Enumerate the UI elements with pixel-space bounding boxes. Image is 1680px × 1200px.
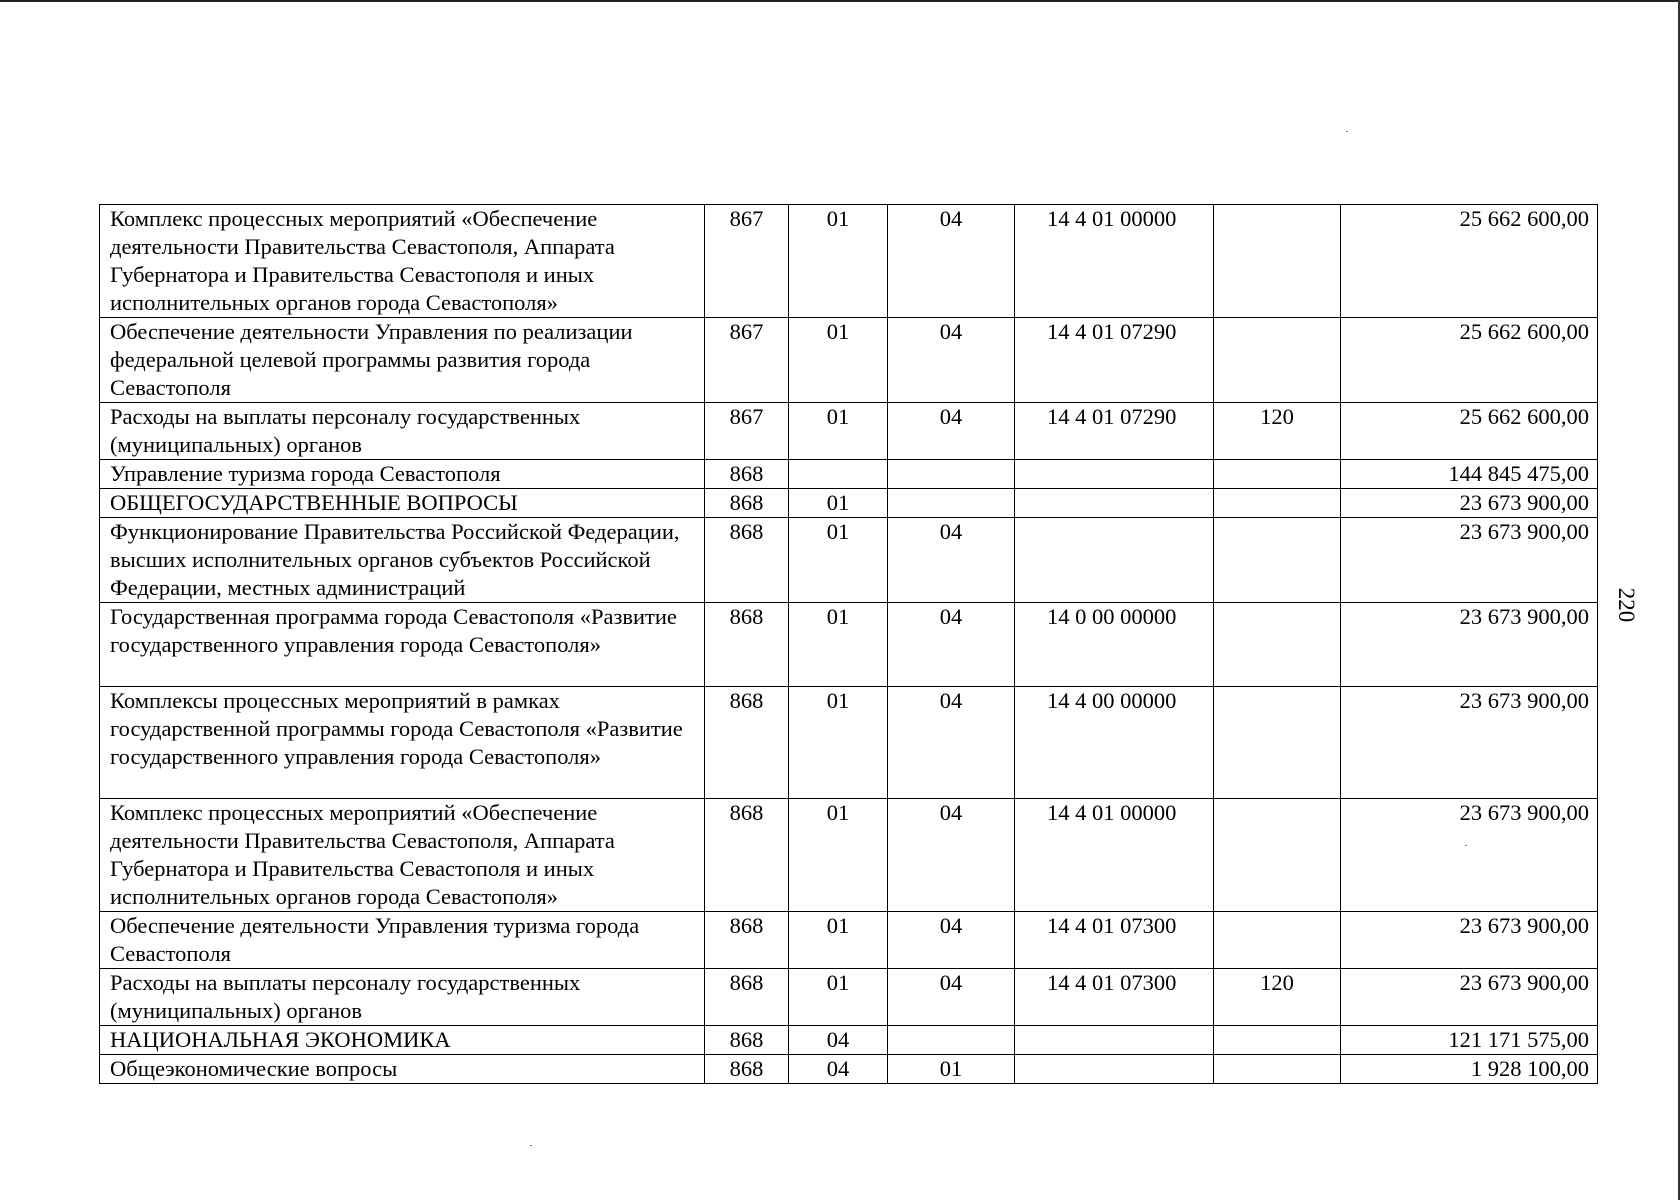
row-subsection-code: 04 <box>888 603 1015 687</box>
row-amount: 23 673 900,00 <box>1341 687 1598 799</box>
row-ministry-code: 868 <box>705 1026 789 1055</box>
row-subsection-code <box>888 1026 1015 1055</box>
row-ministry-code: 868 <box>705 912 789 969</box>
row-amount: 121 171 575,00 <box>1341 1026 1598 1055</box>
row-expense-type <box>1214 318 1341 403</box>
row-subsection-code: 04 <box>888 912 1015 969</box>
row-expense-type <box>1214 1026 1341 1055</box>
row-section-code: 04 <box>789 1026 888 1055</box>
scan-edge-top <box>0 0 1680 2</box>
row-description: Комплексы процессных мероприятий в рамках государственной программы города Севастополя «Развитие государственного управления города Севастополя» <box>100 687 705 799</box>
row-amount: 23 673 900,00 <box>1341 912 1598 969</box>
row-subsection-code <box>888 460 1015 489</box>
row-subsection-code: 04 <box>888 687 1015 799</box>
row-section-code: 01 <box>789 489 888 518</box>
table-row <box>100 1026 1598 1055</box>
row-subsection-code: 04 <box>888 518 1015 603</box>
row-amount: 23 673 900,00 <box>1341 969 1598 1026</box>
row-ministry-code: 868 <box>705 687 789 799</box>
row-target-article: 14 0 00 00000 <box>1015 603 1214 687</box>
row-description: Общеэкономические вопросы <box>100 1055 705 1084</box>
row-ministry-code: 868 <box>705 969 789 1026</box>
row-description: Комплекс процессных мероприятий «Обеспечение деятельности Правительства Севастополя, Аппарата Губернатора и Правительства Севастополя и иных исполнительных органов города Севастополя» <box>100 205 705 318</box>
row-description: Расходы на выплаты персоналу государственных (муниципальных) органов <box>100 403 705 460</box>
row-subsection-code: 04 <box>888 318 1015 403</box>
row-subsection-code: 04 <box>888 799 1015 912</box>
row-subsection-code <box>888 489 1015 518</box>
row-target-article <box>1015 1026 1214 1055</box>
row-target-article: 14 4 01 00000 <box>1015 799 1214 912</box>
row-expense-type <box>1214 912 1341 969</box>
table-row <box>100 403 1598 460</box>
row-expense-type: 120 <box>1214 969 1341 1026</box>
row-amount: 25 662 600,00 <box>1341 205 1598 318</box>
row-description: Функционирование Правительства Российской Федерации, высших исполнительных органов субъектов Российской Федерации, местных администраций <box>100 518 705 603</box>
row-amount: 25 662 600,00 <box>1341 403 1598 460</box>
row-description: Расходы на выплаты персоналу государственных (муниципальных) органов <box>100 969 705 1026</box>
row-section-code: 01 <box>789 318 888 403</box>
row-section-code <box>789 460 888 489</box>
scan-speck <box>1465 845 1467 846</box>
row-description: Обеспечение деятельности Управления по реализации федеральной целевой программы развития города Севастополя <box>100 318 705 403</box>
row-expense-type <box>1214 799 1341 912</box>
row-ministry-code: 868 <box>705 489 789 518</box>
row-description: ОБЩЕГОСУДАРСТВЕННЫЕ ВОПРОСЫ <box>100 489 705 518</box>
row-target-article <box>1015 1055 1214 1084</box>
row-expense-type <box>1214 205 1341 318</box>
table-row <box>100 603 1598 687</box>
row-ministry-code: 868 <box>705 460 789 489</box>
row-amount: 23 673 900,00 <box>1341 518 1598 603</box>
row-ministry-code: 867 <box>705 318 789 403</box>
row-section-code: 04 <box>789 1055 888 1084</box>
row-section-code: 01 <box>789 205 888 318</box>
row-ministry-code: 867 <box>705 403 789 460</box>
row-expense-type <box>1214 687 1341 799</box>
row-expense-type <box>1214 489 1341 518</box>
table-row <box>100 687 1598 799</box>
row-amount: 1 928 100,00 <box>1341 1055 1598 1084</box>
row-section-code: 01 <box>789 687 888 799</box>
table-row <box>100 205 1598 318</box>
row-target-article <box>1015 489 1214 518</box>
row-target-article: 14 4 01 07300 <box>1015 912 1214 969</box>
row-section-code: 01 <box>789 403 888 460</box>
page-number: 220 <box>1614 587 1639 623</box>
table-body <box>100 205 1598 1084</box>
row-target-article: 14 4 01 07290 <box>1015 318 1214 403</box>
row-ministry-code: 868 <box>705 518 789 603</box>
row-description: Комплекс процессных мероприятий «Обеспечение деятельности Правительства Севастополя, Аппарата Губернатора и Правительства Севастополя и иных исполнительных органов города Севастополя» <box>100 799 705 912</box>
table-row <box>100 460 1598 489</box>
row-target-article: 14 4 00 00000 <box>1015 687 1214 799</box>
row-amount: 23 673 900,00 <box>1341 799 1598 912</box>
row-subsection-code: 04 <box>888 969 1015 1026</box>
row-expense-type <box>1214 603 1341 687</box>
row-target-article: 14 4 01 07300 <box>1015 969 1214 1026</box>
row-expense-type <box>1214 518 1341 603</box>
row-expense-type: 120 <box>1214 403 1341 460</box>
table-row <box>100 489 1598 518</box>
row-subsection-code: 04 <box>888 403 1015 460</box>
row-description: Управление туризма города Севастополя <box>100 460 705 489</box>
row-description: Государственная программа города Севастополя «Развитие государственного управления города Севастополя» <box>100 603 705 687</box>
row-target-article <box>1015 518 1214 603</box>
table-row <box>100 318 1598 403</box>
row-amount: 23 673 900,00 <box>1341 489 1598 518</box>
scan-speck <box>530 1145 532 1146</box>
row-amount: 25 662 600,00 <box>1341 318 1598 403</box>
row-description: Обеспечение деятельности Управления туризма города Севастополя <box>100 912 705 969</box>
row-ministry-code: 868 <box>705 799 789 912</box>
table-row <box>100 969 1598 1026</box>
row-section-code: 01 <box>789 799 888 912</box>
row-section-code: 01 <box>789 603 888 687</box>
table-row <box>100 1055 1598 1084</box>
row-section-code: 01 <box>789 518 888 603</box>
row-expense-type <box>1214 1055 1341 1084</box>
row-subsection-code: 01 <box>888 1055 1015 1084</box>
table-row <box>100 912 1598 969</box>
row-target-article: 14 4 01 00000 <box>1015 205 1214 318</box>
row-expense-type <box>1214 460 1341 489</box>
row-description: НАЦИОНАЛЬНАЯ ЭКОНОМИКА <box>100 1026 705 1055</box>
scan-speck <box>1346 131 1348 132</box>
row-subsection-code: 04 <box>888 205 1015 318</box>
row-ministry-code: 867 <box>705 205 789 318</box>
row-amount: 144 845 475,00 <box>1341 460 1598 489</box>
row-amount: 23 673 900,00 <box>1341 603 1598 687</box>
row-section-code: 01 <box>789 969 888 1026</box>
table-row <box>100 799 1598 912</box>
row-section-code: 01 <box>789 912 888 969</box>
row-target-article: 14 4 01 07290 <box>1015 403 1214 460</box>
budget-table <box>99 204 1598 1084</box>
table-row <box>100 518 1598 603</box>
row-target-article <box>1015 460 1214 489</box>
row-ministry-code: 868 <box>705 603 789 687</box>
row-ministry-code: 868 <box>705 1055 789 1084</box>
